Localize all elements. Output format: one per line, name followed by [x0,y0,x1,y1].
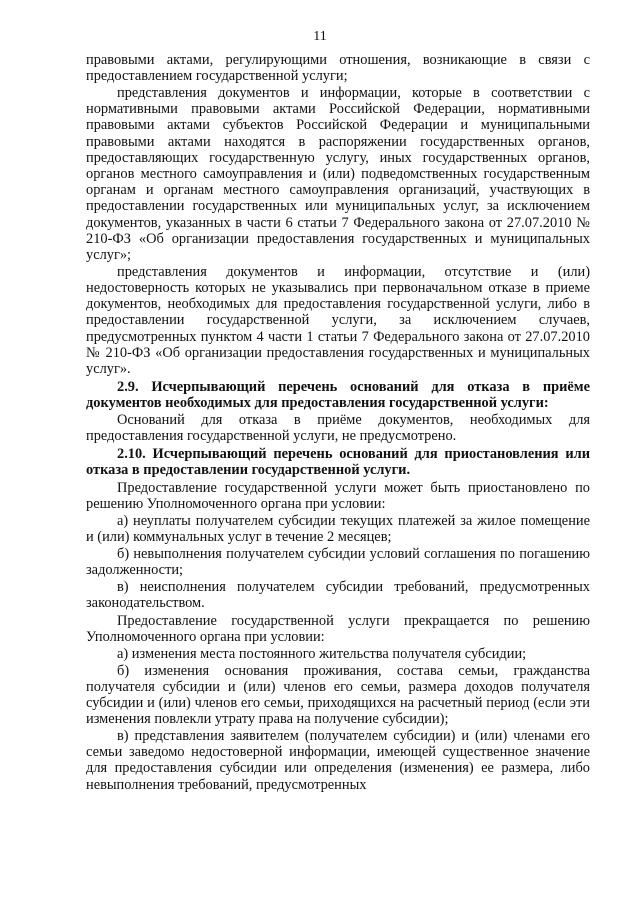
paragraph-suspension-conditions: Предоставление государственной услуги может быть приостановлено по решению Уполномоченного органа при условии: [86,479,590,513]
paragraph-documents-in-possession: представления документов и информации, которые в соответствии с нормативными правовыми актами Российской Федерации, нормативными правовыми актами субъектов Российской Федерации и муниципальными правовыми актами находятся в распоряжении государственных органов, предоставляющих государственную услугу, иных государственных органов, органов местного самоуправления и (или) подведомственных государственным органам и органам местного самоуправления организаций, участвующих в предоставлении государственных или муниципальных услуг, за исключением документов, указанных в части 6 статьи 7 Федерального закона от 27.07.2010 № 210-ФЗ «Об организации предоставления государственных и муниципальных услуг»; [86,85,590,264]
list-item-suspension-b: б) невыполнения получателем субсидии условий соглашения по погашению задолженности; [86,545,590,579]
paragraph-continuation: правовыми актами, регулирующими отношения, возникающие в связи с предоставлением государственной услуги; [86,52,590,85]
paragraph-documents-not-indicated: представления документов и информации, отсутствие и (или) недостоверность которых не указывались при первоначальном отказе в приеме документов, необходимых для предоставления государственной услуги, либо в предоставлении государственной услуги, за исключением случаев, предусмотренных пунктом 4 части 1 статьи 7 Федерального закона от 27.07.2010 № 210-ФЗ «Об организации предоставления государственных и муниципальных услуг». [86,263,590,378]
document-body [86,52,590,793]
section-heading-2-10: 2.10. Исчерпывающий перечень оснований для приостановления или отказа в предоставлении государственной услуги. [86,445,590,479]
paragraph-termination-conditions: Предоставление государственной услуги прекращается по решению Уполномоченного органа при условии: [86,612,590,646]
list-item-termination-c: в) представления заявителем (получателем субсидии) и (или) членами его семьи заведомо недостоверной информации, имеющей существенное значение для предоставления субсидии или определения (изменения) ее размера, либо невыполнения требований, предусмотренных [86,728,590,793]
list-item-suspension-a: а) неуплаты получателем субсидии текущих платежей за жилое помещение и (или) коммунальных услуг в течение 2 месяцев; [86,512,590,546]
list-item-termination-a: а) изменения места постоянного жительства получателя субсидии; [117,645,527,662]
section-heading-2-9: 2.9. Исчерпывающий перечень оснований для отказа в приёме документов необходимых для предоставления государственной услуги: [86,378,590,412]
list-item-suspension-c: в) неисполнения получателем субсидии требований, предусмотренных законодательством. [86,578,590,612]
page-number: 11 [313,29,327,44]
list-item-termination-b: б) изменения основания проживания, состава семьи, гражданства получателя субсидии и (или) членов его семьи, размера доходов получателя субсидии и (или) членов его семьи, приходящихся на расчетный период (если эти изменения повлекли утрату права на получение субсидии); [86,662,590,728]
paragraph-no-grounds-refusal: Оснований для отказа в приёме документов, необходимых для предоставления государственной услуги, не предусмотрено. [86,411,590,445]
